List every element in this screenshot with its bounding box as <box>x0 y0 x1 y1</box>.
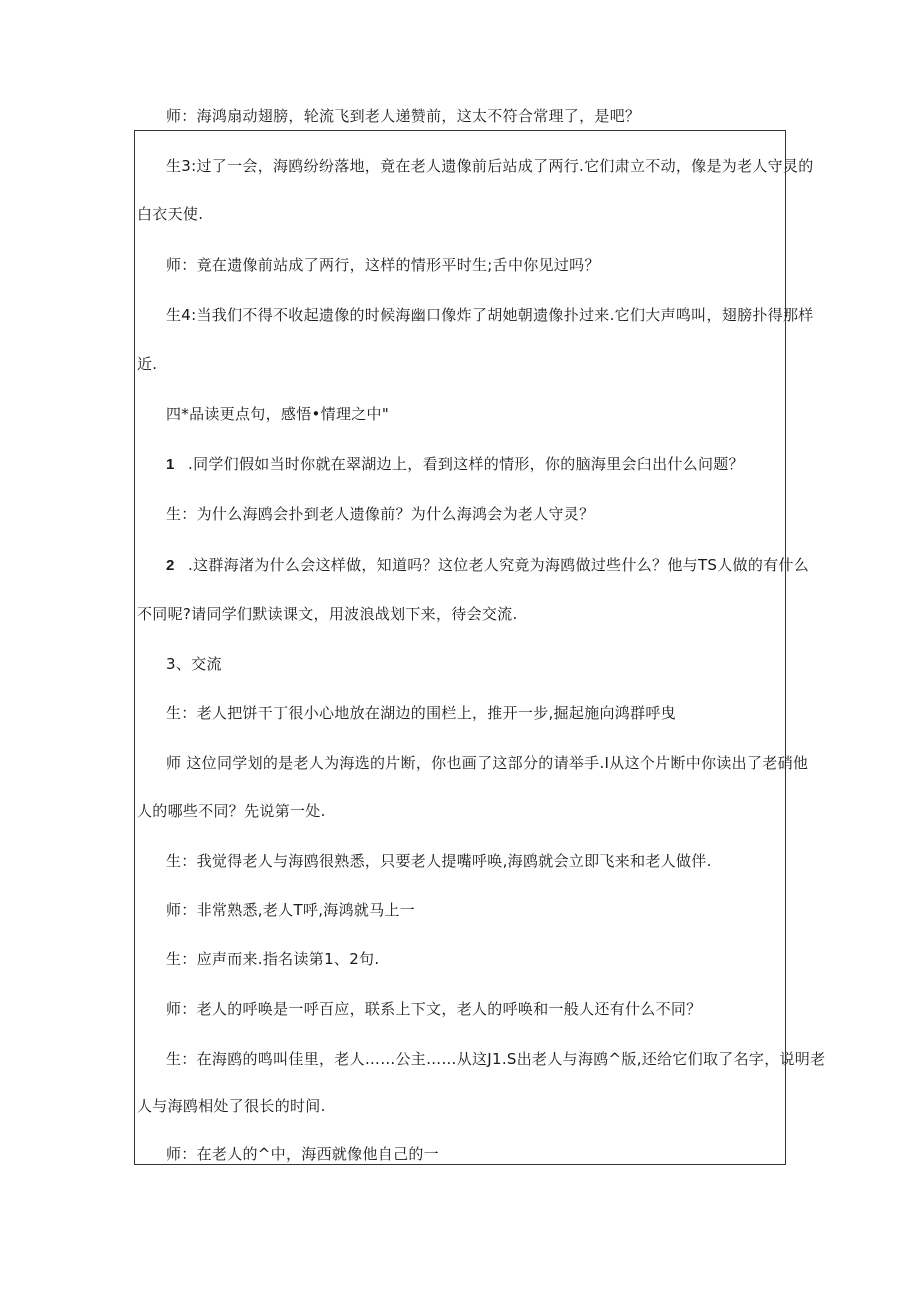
text-line: 不同呢?请同学们默读课文，用波浪战划下来，待会交流. <box>137 605 518 623</box>
item-number: 2 <box>166 557 175 574</box>
text-line: 人的哪些不同？先说第一处. <box>137 802 326 820</box>
item-text: .这群海渚为什么会这样做，知道吗？这位老人究竟为海鸥做过些什么？他与TS人做的有什么 <box>188 556 810 574</box>
text-line: 生：老人把饼干丁很小心地放在湖边的围栏上，推开一步,掘起施向鸿群呼曳 <box>166 704 676 722</box>
section-heading: 四*品读更点句，感悟•情理之中" <box>166 405 390 423</box>
numbered-item <box>166 454 744 475</box>
text-line: 生：我觉得老人与海鸥很熟悉，只要老人提嘴呼唤,海鸥就会立即飞来和老人做伴. <box>166 852 712 870</box>
text-line: 师：竟在遗像前站成了两行，这样的情形平时生;舌中你见过吗？ <box>166 256 600 274</box>
text-line: 近. <box>137 355 158 373</box>
text-line: 生4:当我们不得不收起遗像的时候海幽口像炸了胡她朝遗像扑过来.它们大声鸣叫，翅膀扑得那样 <box>166 306 814 324</box>
text-line: 师：非常熟悉,老人T呼,海鸿就马上一 <box>166 901 416 919</box>
text-line: 师：在老人的^中，海西就像他自己的一 <box>166 1145 439 1163</box>
text-line: 师 这位同学划的是老人为海选的片断，你也画了这部分的请举手.I从这个片断中你读出了老硝他 <box>166 754 809 772</box>
text-line: 生：在海鸥的鸣叫佳里，老人……公主……从这J1.S出老人与海鸥^版,还给它们取了名字，说明老 <box>166 1050 826 1068</box>
item-text: .同学们假如当时你就在翠湖边上，看到这样的情形，你的脑海里会臼出什么问题？ <box>188 455 744 473</box>
text-line: 生3:过了一会，海鸥纷纷落地，竟在老人遗像前后站成了两行.它们肃立不动，像是为老人守灵的 <box>166 157 814 175</box>
text-line: 师：老人的呼唤是一呼百应，联系上下文，老人的呼唤和一般人还有什么不同？ <box>166 1000 702 1018</box>
text-line: 生：应声而来.指名读第1、2句. <box>166 950 380 968</box>
text-line: 白衣天使. <box>137 205 204 223</box>
text-line: 生：为什么海鸥会扑到老人遗像前？为什么海鸿会为老人守灵？ <box>166 505 595 523</box>
text-line: 师：海鸿扇动翅膀，轮流飞到老人递赞前，这太不符合常理了，是吧？ <box>166 107 641 125</box>
numbered-item: 3、交流 <box>166 655 222 673</box>
numbered-item <box>166 555 809 576</box>
text-line: 人与海鸥相处了很长的时间. <box>137 1097 326 1115</box>
item-number: 1 <box>166 456 175 473</box>
